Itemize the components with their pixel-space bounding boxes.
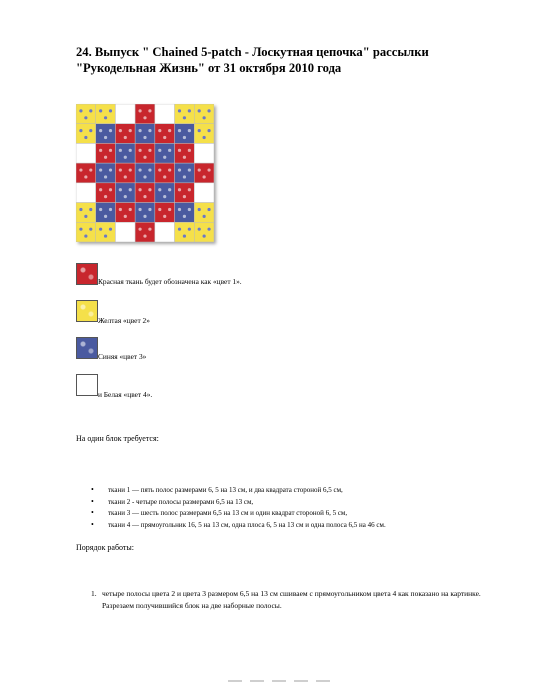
quilt-patch: [155, 183, 175, 203]
fabric-print-dot: [158, 149, 161, 152]
quilt-patch: [115, 124, 135, 144]
quilt-patch: [175, 222, 195, 242]
white-fabric-swatch: [76, 374, 98, 396]
fabric-print-dot: [138, 129, 141, 132]
quilt-patch: [96, 203, 116, 223]
fabric-print-dot: [129, 168, 132, 171]
blue-fabric-swatch: [76, 337, 98, 359]
quilt-patch: [194, 222, 214, 242]
list-item: • ткани 3 — шесть полос размерами 6,5 на 13 см и один квадрат стороной 6, 5 см,: [76, 509, 386, 521]
fabric-print-dot: [109, 149, 112, 152]
fabric-print-dot: [124, 136, 127, 139]
fabric-print-dot: [163, 175, 166, 178]
fabric-print-dot: [158, 168, 161, 171]
legend-text: Желтая «цвет 2»: [98, 316, 150, 325]
footer-mark: [228, 680, 242, 682]
fabric-print-dot: [203, 215, 206, 218]
fabric-print-dot: [104, 195, 107, 198]
fabric-print-dot: [188, 188, 191, 191]
fabric-print-dot: [129, 149, 132, 152]
quilt-patch: [175, 143, 195, 163]
fabric-print-dot: [148, 168, 151, 171]
fabric-print-dot: [79, 228, 82, 231]
fabric-print-dot: [163, 136, 166, 139]
fabric-print-dot: [124, 156, 127, 159]
fabric-print-dot: [143, 195, 146, 198]
quilt-patch: [135, 163, 155, 183]
quilt-patch: [175, 163, 195, 183]
fabric-print-dot: [203, 136, 206, 139]
fabric-print-dot: [84, 116, 87, 119]
quilt-patch: [76, 104, 96, 124]
quilt-patch: [115, 183, 135, 203]
quilt-patch: [76, 203, 96, 223]
fabric-print-dot: [198, 109, 201, 112]
quilt-patch: [135, 183, 155, 203]
quilt-patch: [175, 203, 195, 223]
fabric-print-dot: [203, 234, 206, 237]
quilt-patch: [135, 124, 155, 144]
quilt-patch: [194, 163, 214, 183]
requirements-heading: На один блок требуется:: [76, 434, 159, 443]
fabric-print-dot: [207, 228, 210, 231]
quilt-patch: [76, 222, 96, 242]
fabric-print-dot: [163, 195, 166, 198]
quilt-patch: [96, 183, 116, 203]
fabric-print-dot: [119, 168, 122, 171]
footer-mark: [272, 680, 286, 682]
fabric-print-dot: [104, 156, 107, 159]
fabric-print-dot: [178, 168, 181, 171]
fabric-print-dot: [207, 109, 210, 112]
fabric-print-dot: [84, 175, 87, 178]
fabric-print-dot: [178, 228, 181, 231]
title-line-2: "Рукодельная Жизнь" от 31 октября 2010 года: [76, 61, 342, 75]
fabric-print-dot: [109, 129, 112, 132]
fabric-print-dot: [109, 168, 112, 171]
fabric-print-dot: [124, 195, 127, 198]
fabric-print-dot: [109, 188, 112, 191]
fabric-print-dot: [198, 208, 201, 211]
quilt-patch: [155, 143, 175, 163]
fabric-print-dot: [124, 175, 127, 178]
fabric-print-dot: [79, 208, 82, 211]
quilt-patch: [115, 104, 135, 124]
fabric-print-dot: [183, 195, 186, 198]
fabric-print-dot: [89, 168, 92, 171]
fabric-print-dot: [178, 129, 181, 132]
fabric-print-dot: [198, 168, 201, 171]
quilt-patch: [194, 104, 214, 124]
fabric-print-dot: [207, 129, 210, 132]
fabric-print-dot: [183, 234, 186, 237]
fabric-print-dot: [119, 129, 122, 132]
legend-text: Красная ткань будет обозначена как «цвет 1».: [98, 277, 242, 286]
fabric-print-dot: [188, 208, 191, 211]
fabric-print-dot: [104, 136, 107, 139]
fabric-print-dot: [198, 228, 201, 231]
quilt-patch: [155, 203, 175, 223]
quilt-patch: [194, 124, 214, 144]
fabric-print-dot: [104, 234, 107, 237]
fabric-print-dot: [119, 188, 122, 191]
fabric-print-dot: [168, 188, 171, 191]
fabric-print-dot: [148, 228, 151, 231]
fabric-print-dot: [99, 149, 102, 152]
fabric-print-dot: [158, 129, 161, 132]
quilt-patch: [155, 222, 175, 242]
fabric-print-dot: [143, 215, 146, 218]
fabric-print-dot: [203, 175, 206, 178]
quilt-patch: [115, 163, 135, 183]
fabric-print-dot: [104, 215, 107, 218]
fabric-print-dot: [163, 156, 166, 159]
fabric-print-dot: [138, 188, 141, 191]
fabric-print-dot: [138, 208, 141, 211]
quilt-patch: [115, 222, 135, 242]
fabric-print-dot: [99, 208, 102, 211]
quilt-patch: [194, 203, 214, 223]
fabric-print-dot: [178, 109, 181, 112]
fabric-print-dot: [138, 109, 141, 112]
fabric-print-dot: [203, 116, 206, 119]
quilt-patch: [175, 183, 195, 203]
quilt-patch: [76, 163, 96, 183]
fabric-print-dot: [109, 208, 112, 211]
quilt-patch: [96, 104, 116, 124]
fabric-print-dot: [188, 129, 191, 132]
fabric-print-dot: [183, 156, 186, 159]
step-number: 1.: [91, 589, 97, 598]
fabric-print-dot: [84, 234, 87, 237]
fabric-print-dot: [99, 168, 102, 171]
fabric-print-dot: [178, 188, 181, 191]
quilt-patch: [96, 163, 116, 183]
fabric-print-dot: [207, 208, 210, 211]
fabric-print-dot: [119, 149, 122, 152]
fabric-print-dot: [89, 109, 92, 112]
quilt-patch: [135, 104, 155, 124]
fabric-print-dot: [129, 188, 132, 191]
quilt-patch: [115, 143, 135, 163]
step-text: четыре полосы цвета 2 и цвета 3 размером 6,5 на 13 см сшиваем с прямоугольником цвета 4 как показано на картинке. Разрезаем получившийся блок на две наборные полосы.: [102, 589, 481, 610]
yellow-fabric-swatch: [76, 300, 98, 322]
fabric-print-dot: [119, 208, 122, 211]
fabric-print-dot: [178, 149, 181, 152]
quilt-patch: [155, 124, 175, 144]
red-fabric-swatch: [76, 263, 98, 285]
quilt-patch: [96, 124, 116, 144]
fabric-print-dot: [143, 234, 146, 237]
fabric-print-dot: [143, 175, 146, 178]
list-item: [76, 588, 496, 611]
steps-heading: Порядок работы:: [76, 543, 135, 552]
requirements-list: [76, 486, 386, 532]
fabric-print-dot: [198, 129, 201, 132]
quilt-patch: [115, 203, 135, 223]
quilt-patch: [175, 124, 195, 144]
fabric-print-dot: [148, 149, 151, 152]
footer-mark: [316, 680, 330, 682]
fabric-print-dot: [79, 168, 82, 171]
fabric-print-dot: [79, 129, 82, 132]
fabric-print-dot: [158, 208, 161, 211]
legend-text: и Белая «цвет 4».: [98, 390, 153, 399]
fabric-print-dot: [168, 129, 171, 132]
fabric-print-dot: [138, 228, 141, 231]
fabric-print-dot: [89, 208, 92, 211]
quilt-patch: [96, 143, 116, 163]
footer-mark: [294, 680, 308, 682]
fabric-print-dot: [188, 168, 191, 171]
quilt-patch: [155, 104, 175, 124]
fabric-print-dot: [148, 109, 151, 112]
quilt-patch: [135, 203, 155, 223]
quilt-patch: [135, 222, 155, 242]
fabric-print-dot: [207, 168, 210, 171]
fabric-print-dot: [148, 188, 151, 191]
fabric-print-dot: [178, 208, 181, 211]
fabric-print-dot: [183, 175, 186, 178]
quilt-patch: [96, 222, 116, 242]
fabric-print-dot: [163, 215, 166, 218]
fabric-print-dot: [109, 109, 112, 112]
fabric-print-dot: [109, 228, 112, 231]
quilt-patch: [194, 143, 214, 163]
title-line-1: 24. Выпуск " Chained 5-patch - Лоскутная цепочка" рассылки: [76, 45, 429, 59]
list-item: • ткани 4 — прямоугольник 16, 5 на 13 см, одна плоса 6, 5 на 13 см и одна полоса 6,5 на 46 см.: [76, 521, 386, 533]
fabric-print-dot: [183, 215, 186, 218]
fabric-print-dot: [138, 168, 141, 171]
fabric-print-dot: [168, 208, 171, 211]
legend-text: Синяя «цвет 3»: [98, 352, 147, 361]
fabric-print-dot: [104, 175, 107, 178]
quilt-patch: [175, 104, 195, 124]
fabric-print-dot: [99, 188, 102, 191]
fabric-print-dot: [183, 136, 186, 139]
fabric-print-dot: [99, 109, 102, 112]
quilt-patch: [194, 183, 214, 203]
fabric-print-dot: [129, 129, 132, 132]
fabric-print-dot: [143, 156, 146, 159]
fabric-print-dot: [89, 129, 92, 132]
quilt-patch: [155, 163, 175, 183]
quilt-patch: [135, 143, 155, 163]
fabric-print-dot: [99, 228, 102, 231]
fabric-print-dot: [129, 208, 132, 211]
quilt-patch: [76, 143, 96, 163]
page-title: [76, 44, 516, 76]
fabric-print-dot: [188, 228, 191, 231]
quilt-patch: [76, 183, 96, 203]
fabric-print-dot: [143, 136, 146, 139]
fabric-print-dot: [158, 188, 161, 191]
fabric-print-dot: [168, 168, 171, 171]
fabric-print-dot: [143, 116, 146, 119]
fabric-print-dot: [124, 215, 127, 218]
quilt-patch: [76, 124, 96, 144]
fabric-print-dot: [84, 215, 87, 218]
footer-marks: [228, 680, 330, 682]
footer-mark: [250, 680, 264, 682]
fabric-print-dot: [168, 149, 171, 152]
quilt-block-illustration: [76, 104, 214, 242]
list-item: • ткани 2 - четыре полосы размерами 6,5 на 13 см,: [76, 498, 386, 510]
fabric-print-dot: [84, 136, 87, 139]
fabric-print-dot: [89, 228, 92, 231]
fabric-print-dot: [188, 109, 191, 112]
fabric-print-dot: [104, 116, 107, 119]
fabric-print-dot: [183, 116, 186, 119]
fabric-print-dot: [79, 109, 82, 112]
fabric-print-dot: [138, 149, 141, 152]
fabric-print-dot: [188, 149, 191, 152]
list-item: • ткани 1 — пять полос размерами 6, 5 на 13 см, и два квадрата стороной 6,5 см,: [76, 486, 386, 498]
steps-list: [76, 588, 496, 611]
fabric-print-dot: [148, 129, 151, 132]
fabric-print-dot: [148, 208, 151, 211]
fabric-print-dot: [99, 129, 102, 132]
